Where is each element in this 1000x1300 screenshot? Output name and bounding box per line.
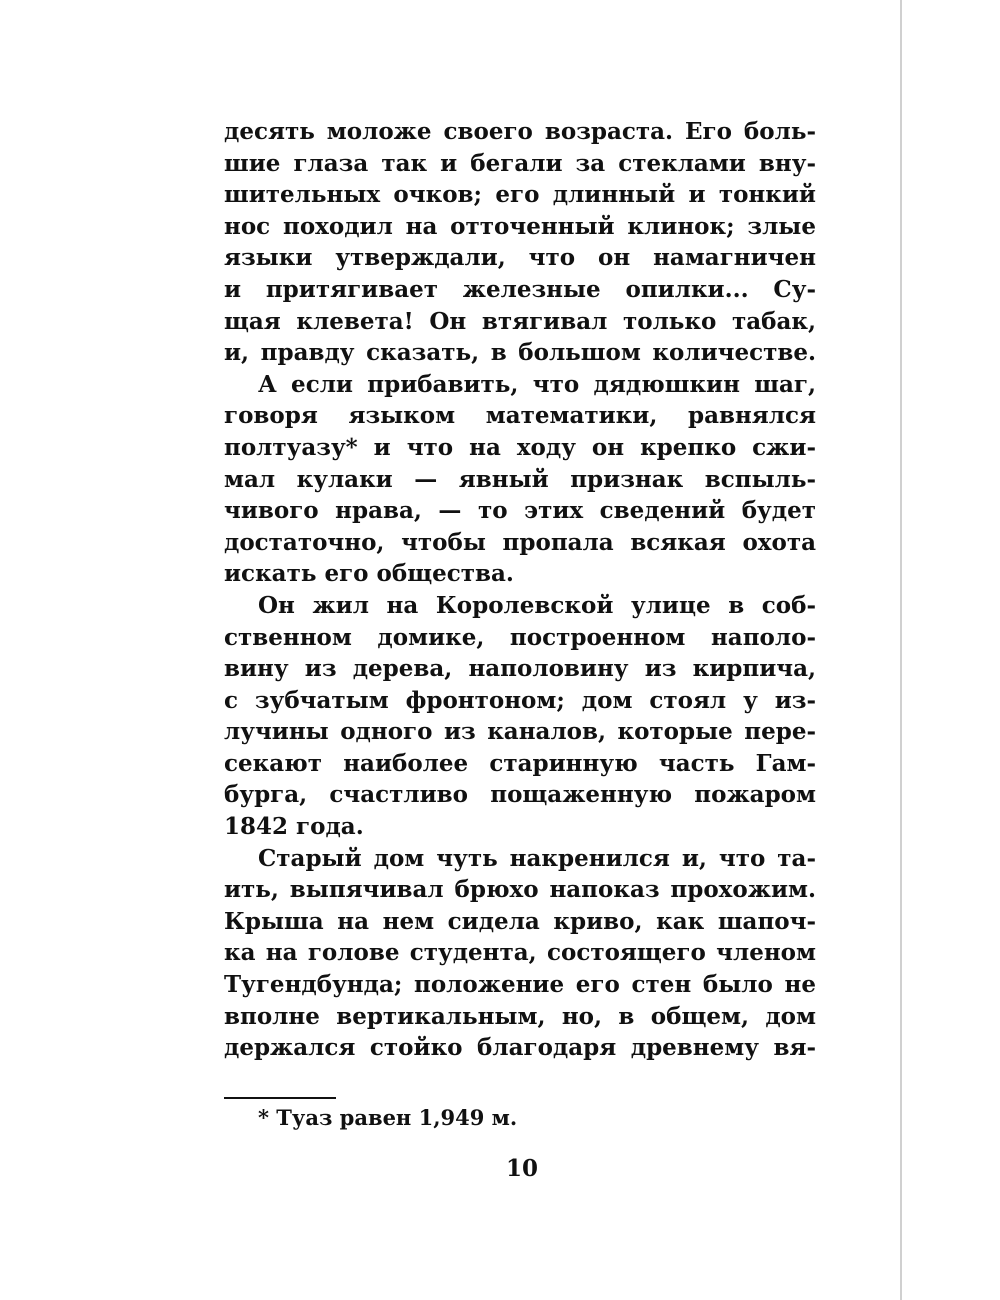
text-line: секают наиболее старинную часть Гам- bbox=[224, 749, 816, 777]
viewer-side-area bbox=[902, 0, 1000, 1300]
text-line: шие глаза так и бегали за стеклами вну- bbox=[224, 149, 816, 177]
page-body-text bbox=[224, 116, 816, 1064]
text-line: языки утверждали, что он намагничен bbox=[224, 244, 816, 272]
text-line: мал кулаки — явный признак вспыль- bbox=[224, 465, 816, 493]
footnote-divider bbox=[224, 1097, 336, 1099]
footnote: * Туаз равен 1,949 м. bbox=[258, 1105, 518, 1130]
text-line: ка на голове студента, состоящего членом bbox=[224, 939, 816, 967]
text-line: лучины одного из каналов, которые пере- bbox=[224, 718, 816, 746]
text-line: ить, выпячивал брюхо напоказ прохожим. bbox=[224, 876, 816, 904]
text-line: бурга, счастливо пощаженную пожаром bbox=[224, 781, 816, 809]
text-line: 1842 года. bbox=[224, 813, 364, 841]
text-line: держался стойко благодаря древнему вя- bbox=[224, 1034, 816, 1062]
text-line: и, правду сказать, в большом количестве. bbox=[224, 339, 816, 367]
text-line: Тугендбунда; положение его стен было не bbox=[224, 971, 816, 999]
text-line: щая клевета! Он втягивал только табак, bbox=[224, 307, 816, 335]
text-line: Он жил на Королевской улице в соб- bbox=[258, 591, 816, 619]
text-line: говоря языком математики, равнялся bbox=[224, 402, 816, 430]
text-line: А если прибавить, что дядюшкин шаг, bbox=[258, 370, 816, 398]
text-line: ственном домике, построенном наполо- bbox=[224, 623, 816, 651]
text-line: и притягивает железные опилки... Су- bbox=[224, 275, 816, 303]
page-number: 10 bbox=[505, 1155, 538, 1182]
text-line: достаточно, чтобы пропала всякая охота bbox=[224, 528, 816, 556]
text-line: Крыша на нем сидела криво, как шапоч- bbox=[224, 907, 816, 935]
text-line: шительных очков; его длинный и тонкий bbox=[224, 181, 816, 209]
text-line: искать его общества. bbox=[224, 560, 514, 588]
text-line: нос походил на отточенный клинок; злые bbox=[224, 212, 816, 240]
text-line: Старый дом чуть накренился и, что та- bbox=[258, 844, 816, 872]
text-line: чивого нрава, — то этих сведений будет bbox=[224, 497, 816, 525]
text-line: с зубчатым фронтоном; дом стоял у из- bbox=[224, 686, 816, 714]
text-line: вполне вертикальным, но, в общем, дом bbox=[224, 1002, 816, 1030]
text-line: десять моложе своего возраста. Его боль- bbox=[224, 118, 816, 145]
text-line: вину из дерева, наполовину из кирпича, bbox=[224, 655, 816, 683]
text-line: полтуазу* и что на ходу он крепко сжи- bbox=[224, 433, 816, 461]
